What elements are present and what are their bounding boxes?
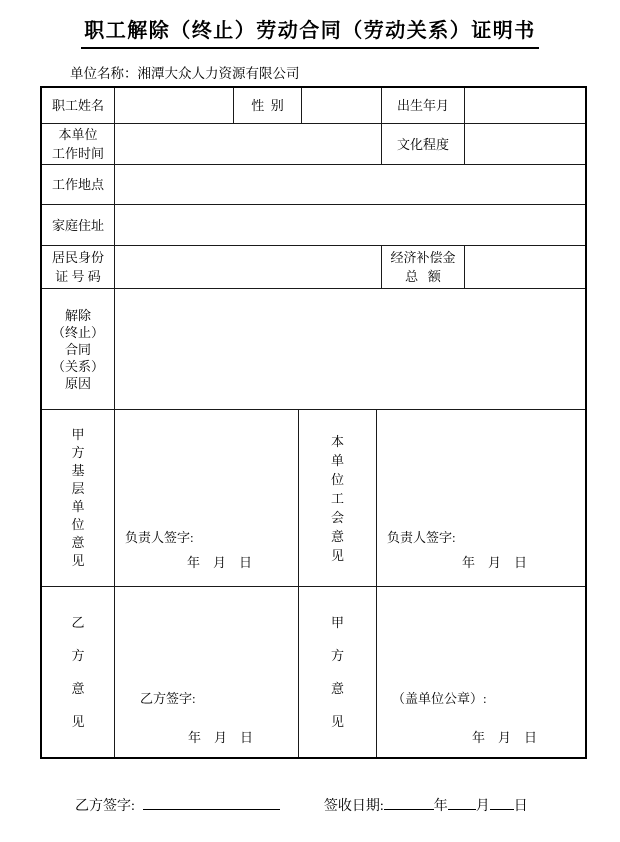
education-value-cell <box>465 124 585 165</box>
party-a-opinion-label: 甲方意见 <box>330 615 344 729</box>
footer-receipt-date-label: 签收日期: <box>323 799 384 814</box>
compensation-label-cell <box>382 246 465 289</box>
footer-year-label: 年 <box>433 799 448 814</box>
employee-name-value-cell <box>115 88 234 124</box>
reason-label-line5: 原因 <box>64 375 91 391</box>
unit-name-label: 单位名称： <box>70 66 138 81</box>
footer-year-blank-line <box>384 796 434 810</box>
reason-label-line1: 解除 <box>64 307 91 323</box>
party-b-opinion-area <box>115 587 299 757</box>
party-b-opinion-label: 乙方意见 <box>71 615 85 729</box>
responsible-sign-label: 负责人签字: <box>387 530 456 545</box>
date-placeholder: 年 月 日 <box>472 730 538 745</box>
id-number-label-line1: 居民身份 <box>51 250 104 265</box>
gender-label-cell: 性 别 <box>234 88 302 124</box>
certificate-form-table <box>40 86 587 759</box>
row-employee-basic <box>42 88 585 124</box>
compensation-label-line1: 经济补偿金 <box>390 250 456 265</box>
birth-date-value-cell <box>465 88 585 124</box>
work-time-value-cell <box>115 124 382 165</box>
date-placeholder: 年 月 日 <box>187 555 253 570</box>
party-a-unit-opinion-area <box>115 410 299 587</box>
employee-name-label-cell: 职工姓名 <box>42 88 115 124</box>
party-a-unit-opinion-label: 甲方基层单位意见 <box>71 427 85 568</box>
gender-value-cell <box>302 88 382 124</box>
date-placeholder: 年 月 日 <box>462 555 528 570</box>
row-id-compensation <box>42 246 585 289</box>
party-a-unit-opinion-label-cell <box>42 410 115 587</box>
termination-reason-value-cell <box>115 289 585 410</box>
unit-name-line <box>70 62 300 82</box>
row-work-time <box>42 124 585 165</box>
footer-signature-blank-line <box>143 796 280 810</box>
company-seal-label: （盖单位公章）: <box>392 691 487 706</box>
termination-reason-label-cell <box>42 289 115 410</box>
row-opinions-1 <box>42 410 585 587</box>
footer-day-label: 日 <box>513 799 528 814</box>
party-a-opinion-label-cell <box>299 587 377 757</box>
reason-label-line3: 合同 <box>64 341 91 357</box>
row-termination-reason <box>42 289 585 410</box>
party-b-opinion-label-cell <box>42 587 115 757</box>
work-place-label-cell: 工作地点 <box>42 165 115 205</box>
footer-month-label: 月 <box>475 799 490 814</box>
footer-month-blank-line <box>448 796 476 810</box>
party-a-opinion-area <box>377 587 585 757</box>
footer-sign-line <box>75 795 528 815</box>
work-time-label-cell <box>42 124 115 165</box>
union-opinion-area <box>377 410 585 587</box>
unit-name-value: 湘潭大众人力资源有限公司 <box>137 66 300 81</box>
work-time-label-line1: 本单位 <box>58 127 98 142</box>
birth-date-label-cell: 出生年月 <box>382 88 465 124</box>
compensation-label-line2: 总 额 <box>405 269 441 284</box>
reason-label-line4: （关系） <box>51 358 104 374</box>
home-address-value-cell <box>115 205 585 246</box>
id-number-label-line2: 证 号 码 <box>55 269 101 284</box>
party-b-sign-label: 乙方签字: <box>140 691 196 706</box>
responsible-sign-label: 负责人签字: <box>125 530 194 545</box>
row-opinions-2 <box>42 587 585 757</box>
footer-party-b-sign-label: 乙方签字: <box>75 799 135 814</box>
education-label-cell: 文化程度 <box>382 124 465 165</box>
page-title: 职工解除（终止）劳动合同（劳动关系）证明书 <box>81 14 539 49</box>
title-row <box>0 14 620 49</box>
work-place-value-cell <box>115 165 585 205</box>
row-home-address <box>42 205 585 246</box>
footer-day-blank-line <box>490 796 514 810</box>
home-address-label-cell: 家庭住址 <box>42 205 115 246</box>
work-time-label-line2: 工作时间 <box>51 146 104 161</box>
id-number-value-cell <box>115 246 382 289</box>
date-placeholder: 年 月 日 <box>188 730 254 745</box>
row-work-place <box>42 165 585 205</box>
id-number-label-cell <box>42 246 115 289</box>
compensation-value-cell <box>465 246 585 289</box>
reason-label-line2: （终止） <box>51 324 104 340</box>
union-opinion-label: 本单位工会意见 <box>330 433 344 563</box>
union-opinion-label-cell <box>299 410 377 587</box>
